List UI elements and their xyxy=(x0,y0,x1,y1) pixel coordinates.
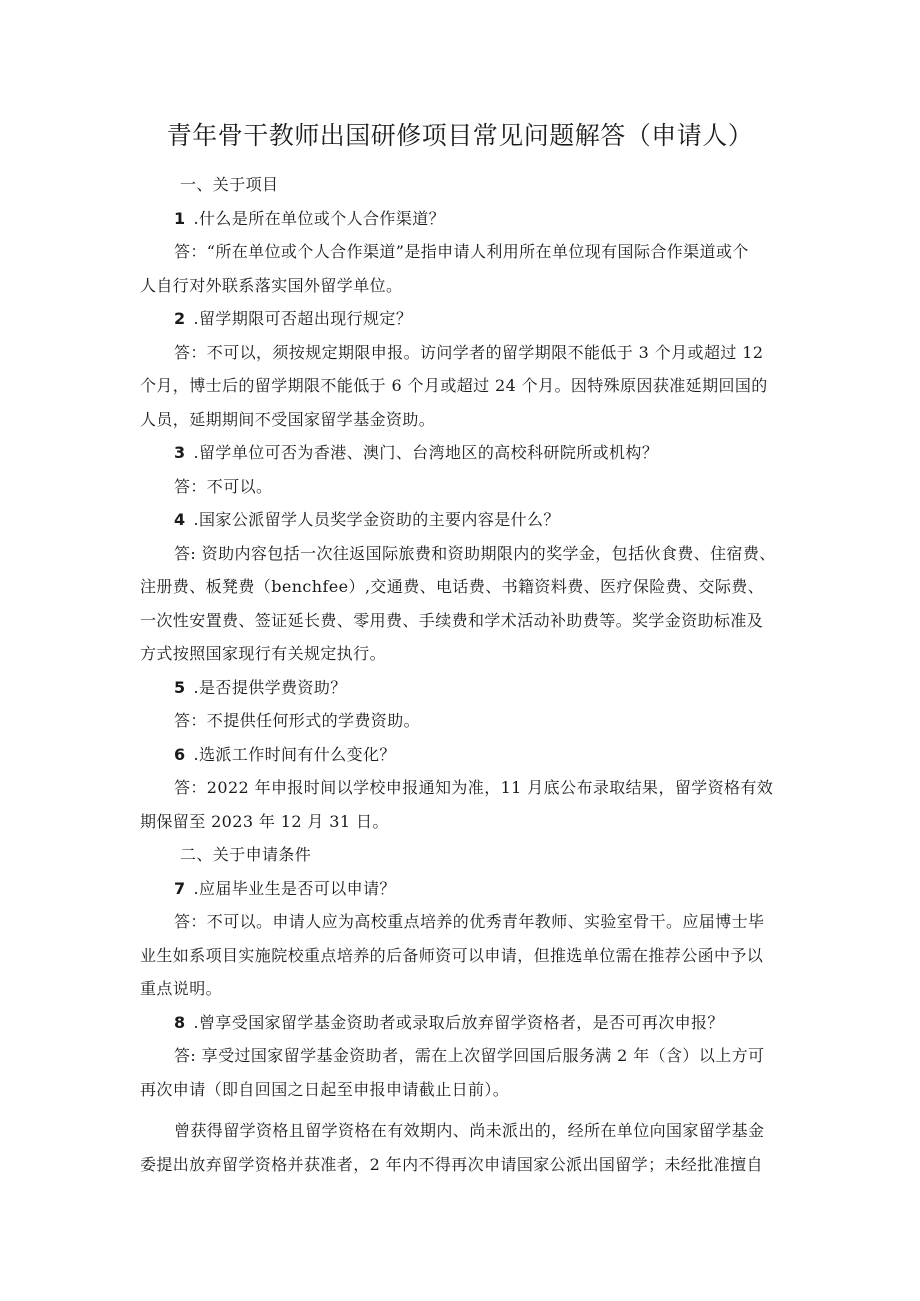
question-text: .是否提供学费资助？ xyxy=(193,677,347,697)
question-3 xyxy=(140,436,790,470)
question-4 xyxy=(140,503,790,537)
answer-line: 答：“所在单位或个人合作渠道”是指申请人利用所在单位现有国际合作渠道或个 xyxy=(174,242,749,261)
question-text: .选派工作时间有什么变化？ xyxy=(193,744,396,764)
answer-line: 再次申请（即自回国之日起至申报申请截止日前）。 xyxy=(140,1079,510,1099)
answer-line: 答: 资助内容包括一次往返国际旅费和资助期限内的奖学金，包括伙食费、住宿费、 xyxy=(174,543,776,563)
question-number: 3 xyxy=(174,443,186,462)
question-2 xyxy=(140,302,790,336)
answer-line: 期保留至 2023 年 12 月 31 日。 xyxy=(140,811,389,831)
answer-line: 业生如系项目实施院校重点培养的后备师资可以申请，但推选单位需在推荐公函中予以 xyxy=(140,945,764,965)
section-heading-eligibility: 二、关于申请条件 xyxy=(180,845,312,864)
question-number: 5 xyxy=(174,677,186,697)
answer-line: 方式按照国家现行有关规定执行。 xyxy=(140,644,387,663)
answer-line: 重点说明。 xyxy=(140,979,223,998)
answer-line: 答：2022 年申报时间以学校申报通知为准，11 月底公布录取结果，留学资格有效 xyxy=(174,778,774,797)
document-body xyxy=(140,168,790,1181)
question-text: .什么是所在单位或个人合作渠道？ xyxy=(193,208,446,228)
answer-line: 人自行对外联系落实国外留学单位。 xyxy=(140,275,403,295)
question-1 xyxy=(140,202,790,236)
question-5 xyxy=(140,671,790,705)
answer-line: 人员，延期期间不受国家留学基金资助。 xyxy=(140,409,436,429)
question-number: 1 xyxy=(174,208,186,228)
answer-line: 答：不可以。 xyxy=(174,476,273,496)
question-number: 4 xyxy=(174,510,186,529)
answer-line: 答：不可以，须按规定期限申报。访问学者的留学期限不能低于 3 个月或超过 12 xyxy=(174,342,764,362)
paragraph-gap xyxy=(140,1106,790,1114)
question-text: .应届毕业生是否可以申请？ xyxy=(193,878,396,898)
paragraph-line: 委提出放弃留学资格并获准者，2 年内不得再次申请国家公派出国留学；未经批准擅自 xyxy=(140,1154,763,1174)
answer-line: 答：不提供任何形式的学费资助。 xyxy=(174,711,421,730)
question-number: 6 xyxy=(174,744,186,764)
paragraph-line: 曾获得留学资格且留学资格在有效期内、尚未派出的，经所在单位向国家留学基金 xyxy=(174,1121,765,1140)
section-heading-project: 一、关于项目 xyxy=(180,175,279,194)
question-text: .留学单位可否为香港、澳门、台湾地区的高校科研院所或机构？ xyxy=(193,443,659,462)
question-7 xyxy=(140,872,790,906)
answer-line: 个月，博士后的留学期限不能低于 6 个月或超过 24 个月。因特殊原因获准延期回国的 xyxy=(140,376,768,395)
question-text: .国家公派留学人员奖学金资助的主要内容是什么？ xyxy=(193,510,560,529)
question-number: 2 xyxy=(174,309,186,328)
answer-line: 一次性安置费、签证延长费、零用费、手续费和学术活动补助费等。奖学金资助标准及 xyxy=(140,610,764,630)
question-6 xyxy=(140,738,790,772)
document-title: 青年骨干教师出国研修项目常见问题解答（申请人） xyxy=(166,121,754,150)
answer-line: 答: 享受过国家留学基金资助者，需在上次留学回国后服务满 2 年（含）以上方可 xyxy=(174,1046,765,1065)
answer-line: 答：不可以。申请人应为高校重点培养的优秀青年教师、实验室骨干。应届博士毕 xyxy=(174,912,765,931)
question-text: .曾享受国家留学基金资助者或录取后放弃留学资格者，是否可再次申报？ xyxy=(193,1012,724,1032)
question-number: 7 xyxy=(174,878,186,898)
question-number: 8 xyxy=(174,1012,186,1032)
question-8 xyxy=(140,1006,790,1040)
question-text: .留学期限可否超出现行规定？ xyxy=(193,309,413,328)
answer-line: 注册费、板凳费（benchfee）,交通费、电话费、书籍资料费、医疗保险费、交际费、 xyxy=(140,577,765,596)
